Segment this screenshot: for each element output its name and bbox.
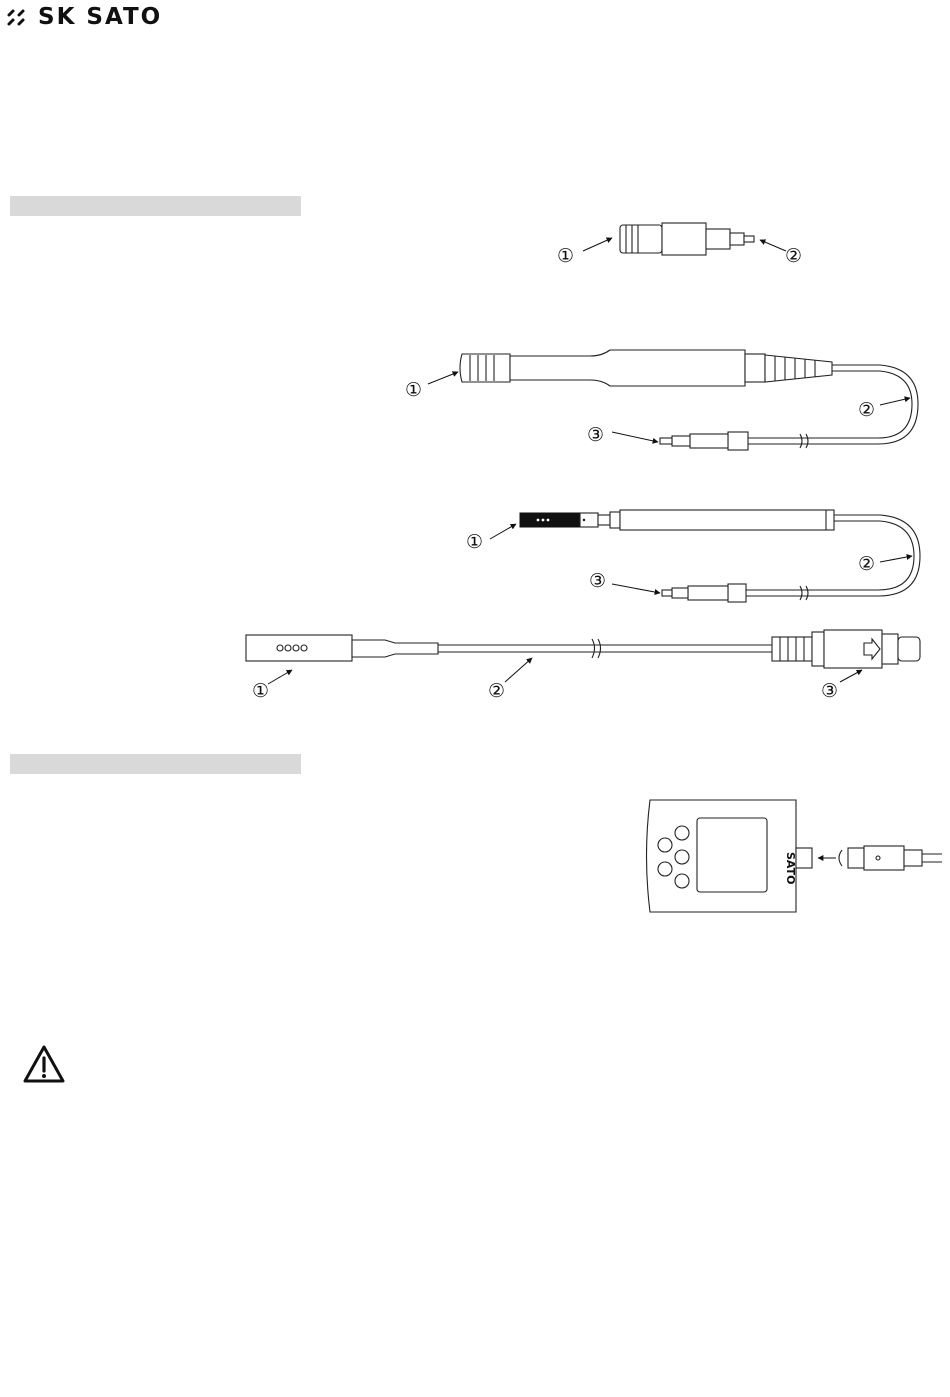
callout-1-probe-straight: ① (252, 680, 270, 702)
probe-handle-illustration (428, 350, 918, 450)
probe-straight-illustration (246, 630, 920, 684)
callout-3-probe-straight: ③ (821, 680, 839, 702)
callout-1-probe-handle: ① (405, 379, 423, 401)
callout-3-probe-telescopic: ③ (589, 570, 607, 592)
callout-3-probe-handle: ③ (587, 424, 605, 446)
callout-1-probe-small: ① (557, 245, 575, 267)
probe-small-illustration (583, 223, 786, 255)
meter-brand-label: SATO (784, 852, 797, 885)
callout-2-probe-straight: ② (488, 680, 506, 702)
warning-icon (22, 1044, 66, 1084)
brand-name: SK SATO (38, 4, 163, 30)
callout-2-probe-small: ② (785, 245, 803, 267)
meter-connection-illustration (647, 800, 943, 912)
callout-1-probe-telescopic: ① (466, 531, 484, 553)
callout-2-probe-telescopic: ② (858, 553, 876, 575)
callout-2-probe-handle: ② (858, 399, 876, 421)
probe-telescopic-illustration (490, 510, 920, 602)
